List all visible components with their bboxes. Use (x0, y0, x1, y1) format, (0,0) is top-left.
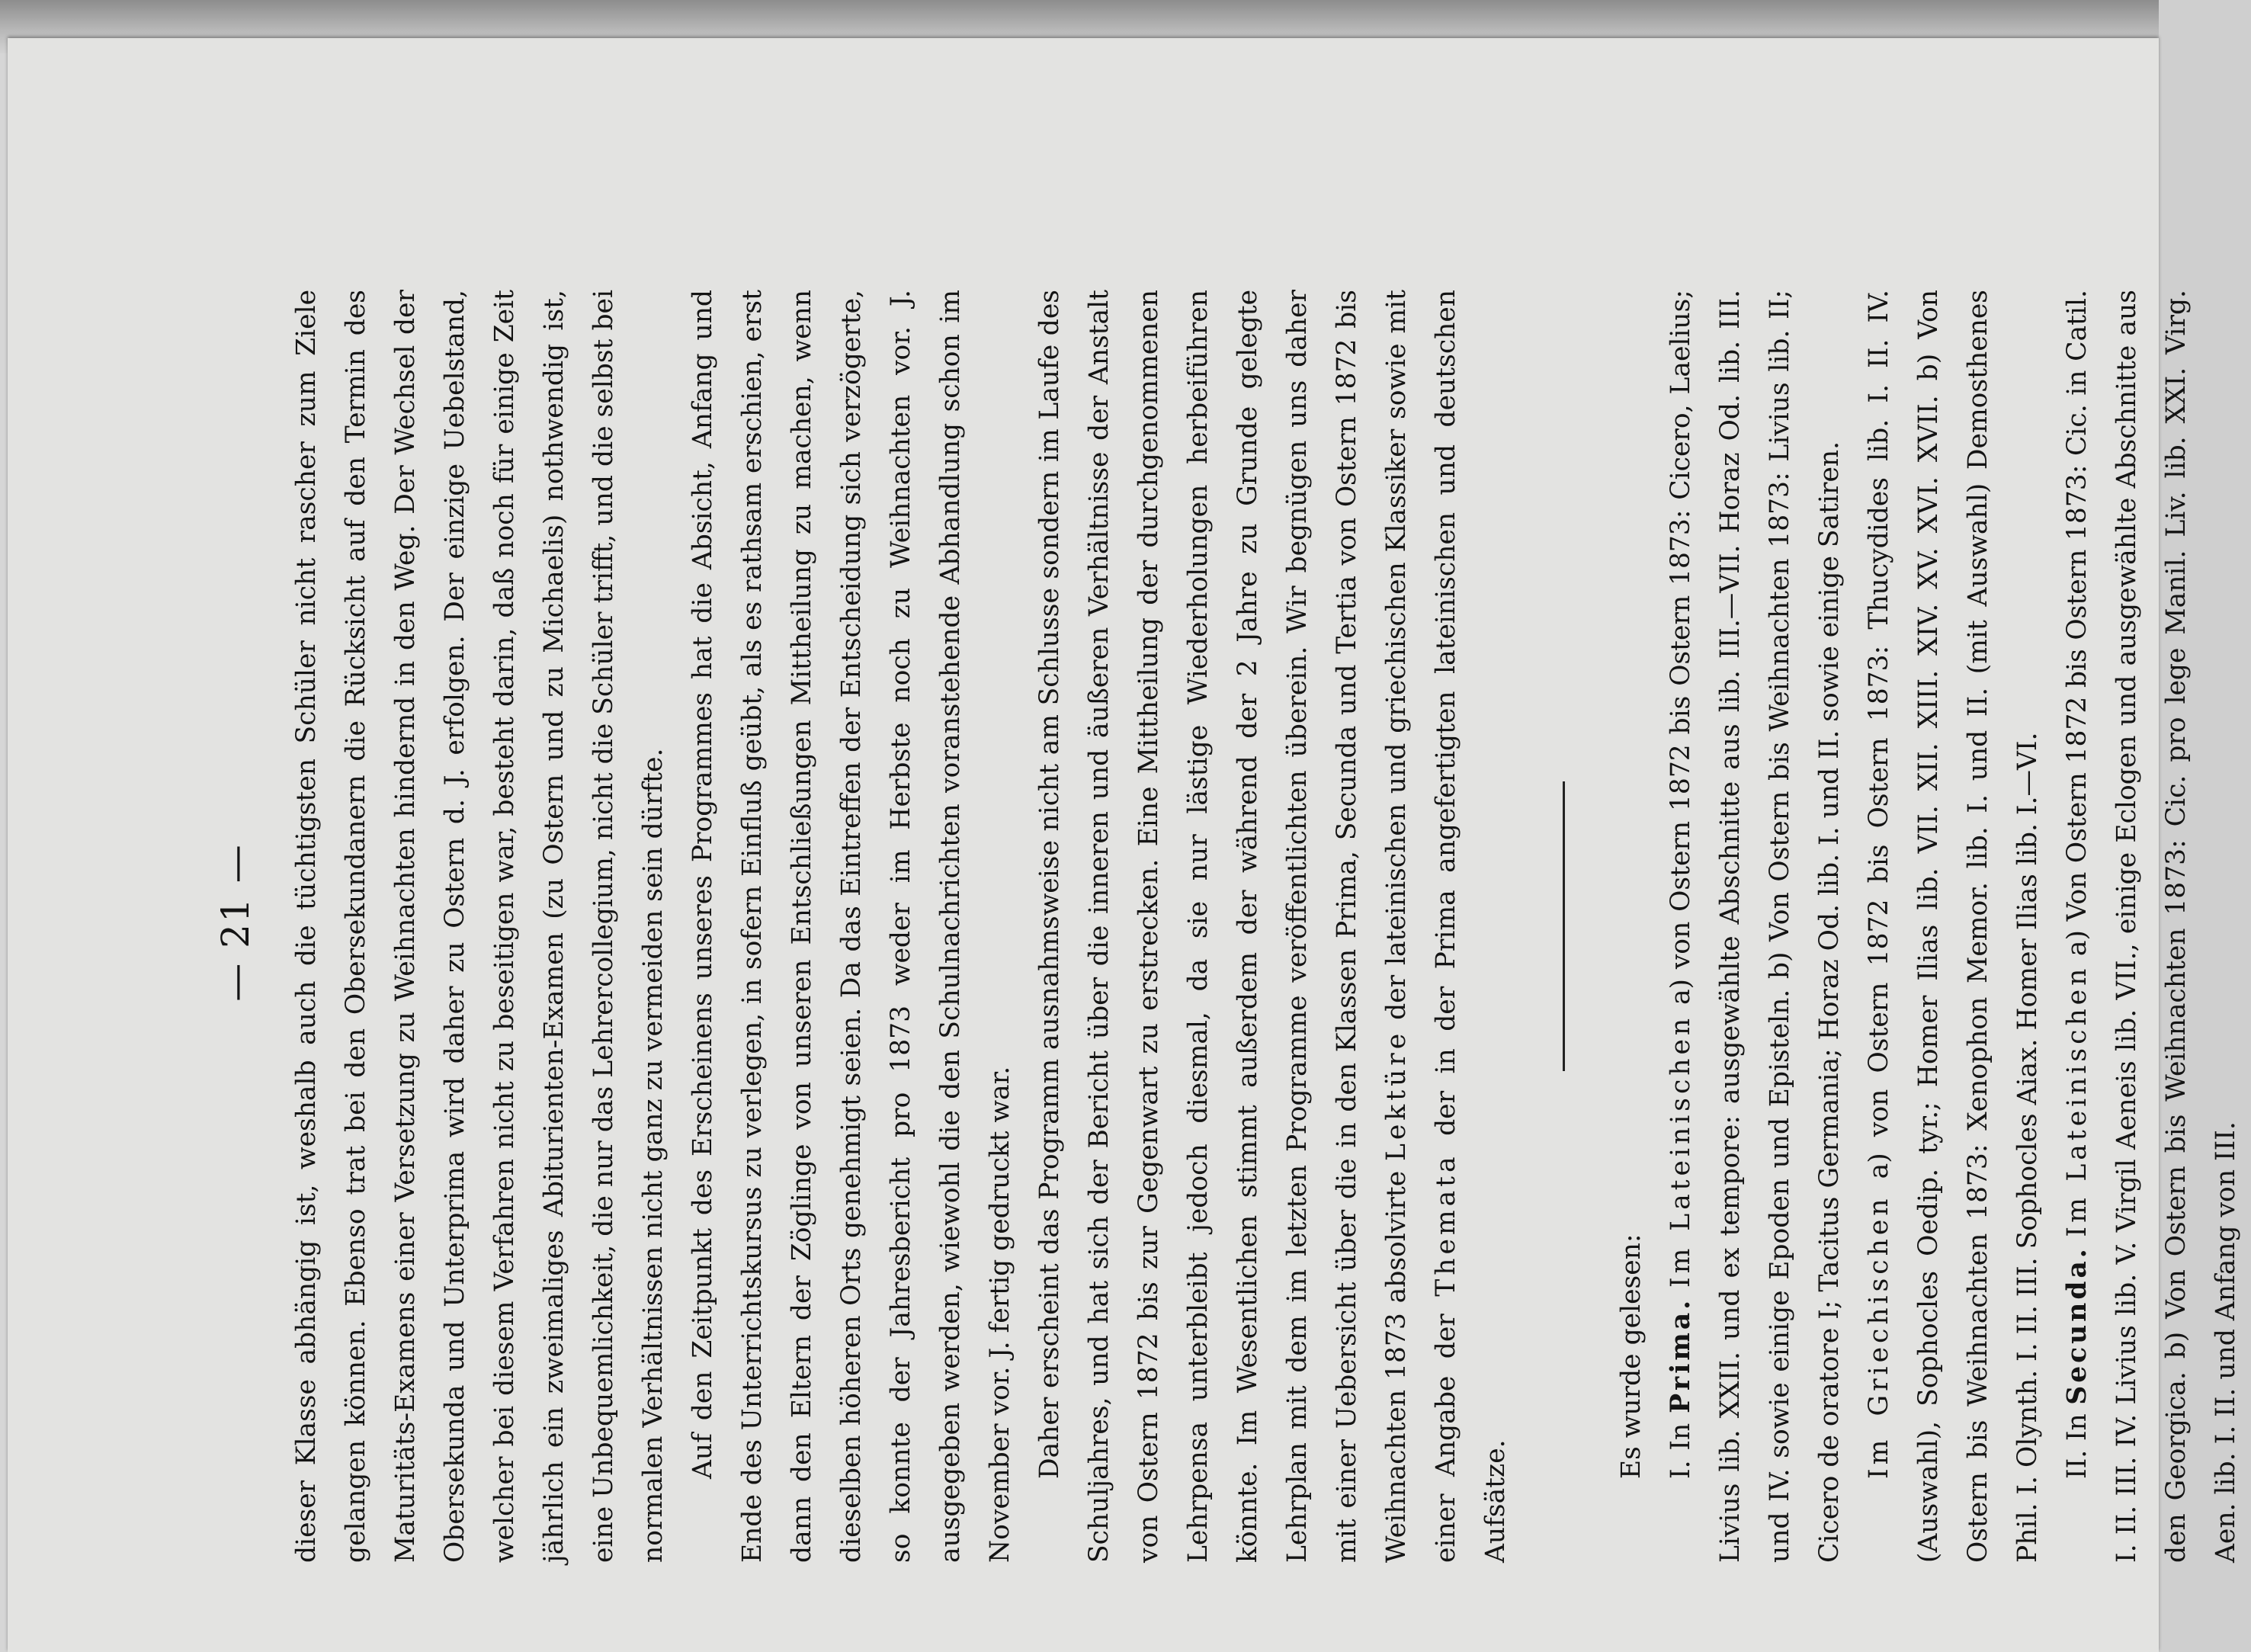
rotated-page (99, 198, 2241, 1647)
report-scope-text-2: der lateinischen und griechischen Klassiker sowie mit einer Angabe der (1381, 290, 1461, 1563)
paragraph-program-timing: Auf den Zeitpunkt des Erscheinens unseres Programmes hat die Absicht, Anfang und Ende des Unterrichtskursus zu verlegen, in sofern Einfluß geübt, als es rathsam erschien, erst dann den Eltern der Zöglinge von unseren Entschließungen Mittheilung zu machen, wenn dieselben höheren Orts genehmigt seien. Da das Eintreffen der Entscheidung sich verzögerte, so konnte der Jahresbericht pro 1873 weder im Herbste noch zu Weihnachten vor. J. ausgegeben werden, wiewohl die den Schulnachrichten voranstehende Abhandlung schon im November vor. J. fertig gedruckt war. (688, 290, 1015, 1563)
report-scope-text-1: Daher erscheint das Programm ausnahmsweise nicht am Schlusse sondern im Laufe des Schuljahres, und hat sich der Bericht über die inneren und äußeren Verhältnisse der Anstalt von Ostern 1872 bis zur Gegenwart zu erstrecken. Eine Mittheilung der durchgenommenen Lehrpensa unterbleibt jedoch diesmal, da sie nur lästige Wiederholungen herbeiführen könnte. Im Wesentlichen stimmt außerdem der während der 2 Jahre zu Grunde gelegte Lehrplan mit dem im letzten Programme veröffentlichten überein. Wir begnügen uns daher mit einer Uebersicht über die in den Klassen Prima, Secunda und Tertia von Ostern 1872 bis Weihnachten 1873 absolvirte (1034, 290, 1412, 1563)
page-body (282, 290, 2251, 1563)
themata-term: Themata (1431, 1153, 1461, 1297)
report-scope-text-3: der in der Prima angefertigten lateinischen und deutschen Aufsätze. (1431, 290, 1511, 1563)
prima-greek-label: Im Griechischen (1864, 1195, 1894, 1479)
lekture-term: Lektüre (1381, 1029, 1412, 1162)
paper-sheet (8, 38, 2241, 1652)
prima-heading: Prima. (1666, 1297, 1696, 1413)
secunda-number: II. In (2062, 1404, 2092, 1479)
paragraph-report-scope (1025, 290, 1521, 1563)
prima-number: I. In (1666, 1413, 1696, 1479)
secunda-latin-text: a) Von Ostern 1872 bis Ostern 1873: Cic. in Catil. I. II. III. IV. Livius lib. V. Virgil Aeneis lib. VII., einige Eclogen und ausgewählte Abschnitte aus den Georgica. b) Von Ostern bis Weihnachten 1873: Cic. pro lege Manil. Liv. lib. XXI. Virg. Aen. lib. I. II. und Anfang von III. (2062, 289, 2241, 1563)
prima-latin-paragraph (1656, 290, 1855, 1563)
reading-intro: Es wurde gelesen: (1616, 1233, 1647, 1479)
secunda-heading: Secunda. (2062, 1246, 2092, 1405)
prima-latin-label: Im Lateinischen (1666, 1014, 1696, 1288)
prima-latin-text: a) von Ostern 1872 bis Ostern 1873: Cicero, Laelius; Livius lib. XXII. und ex tempore: ausgewählte Abschnitte aus lib. III.—VII. Horaz Od. lib. III. und IV. sowie einige Epoden und Episteln. b) Von Ostern bis Weihnachten 1873: Livius lib. II; Cicero de oratore I; Tacitus Germania; Horaz Od. lib. I. und II. sowie einige Satiren. (1666, 290, 1845, 1563)
page-number: — 21 — (213, 843, 258, 1002)
paragraph-class-transfer: dieser Klasse abhängig ist, weshalb auch die tüchtigsten Schüler nicht rascher zum Ziele gelangen können. Ebenso trat bei den Obersekundanern die Rücksicht auf den Termin des Maturitäts-Examens einer Versetzung zu Weihnachten hindernd in den Weg. Der Wechsel der Obersekunda und Unterprima wird daher zu Ostern d. J. erfolgen. Der einzige Uebelstand, welcher bei diesem Verfahren nicht zu beseitigen war, besteht darin, daß noch für einige Zeit jährlich ein zweimaliges Abiturienten-Examen (zu Ostern und zu Michaelis) nothwendig ist, eine Unbequemlichkeit, die nur das Lehrercollegium, nicht die Schüler trifft, und die selbst bei normalen Verhältnissen nicht ganz zu vermeiden sein dürfte. (291, 290, 669, 1563)
section-divider (1563, 781, 1565, 1071)
prima-greek-paragraph (1855, 290, 2053, 1563)
secunda-latin-label: Im Lateinischen (2062, 964, 2092, 1237)
prima-greek-text: a) von Ostern 1872 bis Ostern 1873: Thucydides lib. I. II. IV. (Auswahl), Sophocles Oedip. tyr.; Homer Ilias lib. VII. XII. XIII. XIV. XV. XVI. XVII. b) Von Ostern bis Weihnachten 1873: Xenophon Memor. lib. I. und II. (mit Auswahl) Demosthenes Phil. I. Olynth. I. II. III. Sophocles Aiax. Homer Ilias lib. I.—VI. (1864, 290, 2043, 1563)
secunda-latin-paragraph (2053, 290, 2251, 1563)
